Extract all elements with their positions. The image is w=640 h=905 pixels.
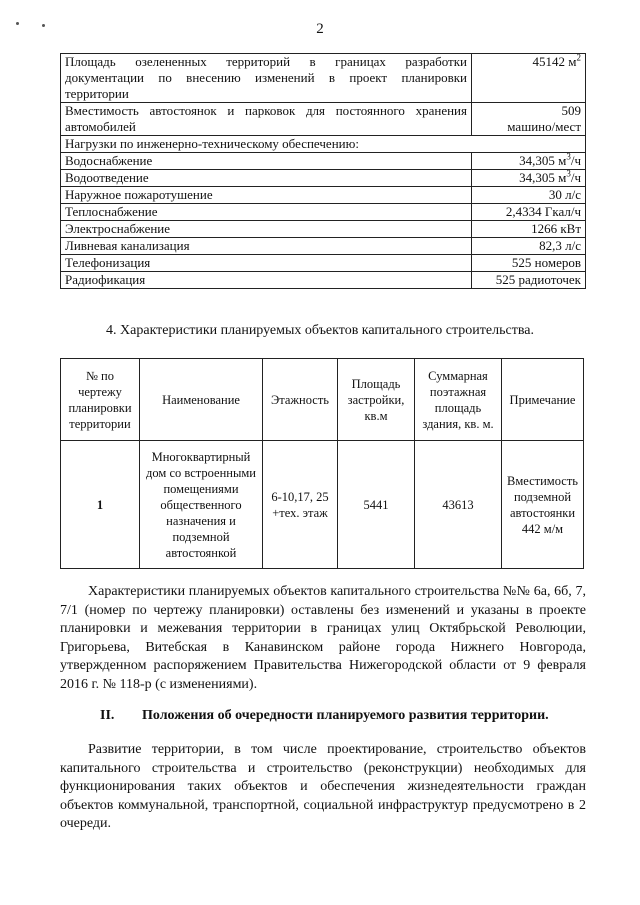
table-row <box>61 272 586 289</box>
param-value: 45142 $м^2$ <box>472 54 586 103</box>
param-value: 30 л/с <box>472 187 586 204</box>
column-header: Этажность <box>263 359 338 441</box>
table-row <box>61 103 586 136</box>
section-2-title: Положения об очередности планируемого развития территории. <box>142 708 549 723</box>
param-label: Водоснабжение <box>61 153 472 170</box>
column-header: Примечание <box>502 359 584 441</box>
param-value: 2,4334 Гкал/ч <box>472 204 586 221</box>
column-header: Суммарная поэтажная площадь здания, кв. м. <box>415 359 502 441</box>
column-header: Наименование <box>140 359 263 441</box>
param-value: 1266 кВт <box>472 221 586 238</box>
table-row <box>61 441 584 569</box>
object-area: 5441 <box>338 441 415 569</box>
param-value: 509 машино/мест <box>472 103 586 136</box>
section-4-heading: 4. Характеристики планируемых объектов капитального строительства. <box>106 323 534 338</box>
param-label: Наружное пожаротушение <box>61 187 472 204</box>
param-label: Электроснабжение <box>61 221 472 238</box>
param-value: 34,305 $м^3/ч$ <box>472 153 586 170</box>
table-row <box>61 255 586 272</box>
section-2-number: II. <box>100 708 115 723</box>
object-floors: 6-10,17, 25 +тех. этаж <box>263 441 338 569</box>
parameters-table <box>60 53 586 289</box>
param-label: Радиофикация <box>61 272 472 289</box>
table-row <box>61 204 586 221</box>
table-row <box>61 170 586 187</box>
object-note: Вместимость подземной автостоянки 442 м/м <box>502 441 584 569</box>
objects-table <box>60 358 584 569</box>
section-2-heading <box>60 708 586 724</box>
table-row <box>61 221 586 238</box>
table-row <box>61 54 586 103</box>
object-total-area: 43613 <box>415 441 502 569</box>
table-row <box>61 238 586 255</box>
column-header: № по чертежу планировки территории <box>61 359 140 441</box>
param-group-label: Нагрузки по инженерно-техническому обеспечению: <box>61 136 586 153</box>
param-value: 82,3 л/с <box>472 238 586 255</box>
object-name: Многоквартирный дом со встроенными помещениями общественного назначения и подземной автостоянкой <box>140 441 263 569</box>
param-label: Теплоснабжение <box>61 204 472 221</box>
param-value: 525 номеров <box>472 255 586 272</box>
paragraph-development-order: Развитие территории, в том числе проектирование, строительство объектов капитального строительства и строительство (реконструкции) необходимых для функционирования таких объектов и обеспечения жизнедеятельности граждан объектов коммунальной, транспортной, социальной инфраструктур предусмотрено в 2 очереди. <box>60 742 586 831</box>
param-label: Водоотведение <box>61 170 472 187</box>
paragraph-objects-unchanged: Характеристики планируемых объектов капитального строительства №№ 6а, 6б, 7, 7/1 (номер по чертежу планировки) оставлены без изменений и указаны в проекте планировки и межевания территории в границах улиц Октябрьской Революции, Григорьева, Витебская в Канавинском районе города Нижнего Новгорода, утвержденном распоряжением Правительства Нижегородской области от 9 февраля 2016 г. № 118-р (с изменениями). <box>60 584 586 692</box>
param-label: Телефонизация <box>61 255 472 272</box>
object-number: 1 <box>61 441 140 569</box>
param-label: Площадь озелененных территорий в границах разработки документации по внесению изменений в проект планировки территории <box>61 54 472 103</box>
column-header: Площадь застройки, кв.м <box>338 359 415 441</box>
param-label: Ливневая канализация <box>61 238 472 255</box>
param-value: 34,305 $м^3/ч$ <box>472 170 586 187</box>
table-header-row <box>61 359 584 441</box>
table-row <box>61 187 586 204</box>
page-number: 2 <box>316 21 324 37</box>
table-row <box>61 153 586 170</box>
param-value: 525 радиоточек <box>472 272 586 289</box>
table-row <box>61 136 586 153</box>
param-label: Вместимость автостоянок и парковок для постоянного хранения автомобилей <box>61 103 472 136</box>
